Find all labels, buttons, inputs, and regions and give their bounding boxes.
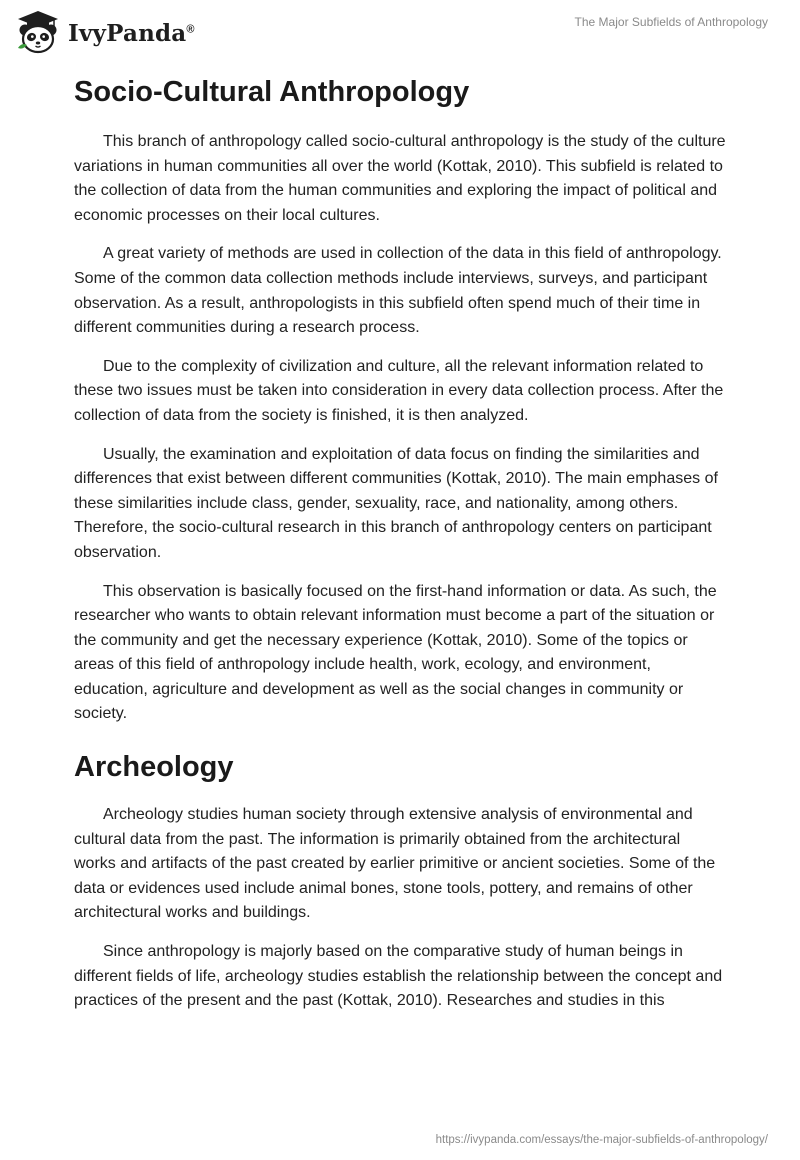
section-heading: Archeology — [74, 751, 234, 784]
logo-wordmark: IvyPanda® — [68, 19, 195, 47]
paragraph: A great variety of methods are used in collection of the data in this field of anthropology. Some of the common data collection methods include interviews, surveys, and participant observation. As a result, anthropologists in this subfield often spend much of their time in different communities during a research process. — [74, 245, 722, 337]
paragraph: This observation is basically focused on the first-hand information or data. As such, the researcher who wants to obtain relevant information must become a part of the situation or the community and get the necessary experience (Kottak, 2010). Some of the topics or areas of this field of anthropology include health, work, ecology, and environment, education, agriculture and development as well as the social changes in community or society. — [74, 582, 717, 723]
paragraph: Due to the complexity of civilization and culture, all the relevant information related to these two issues must be taken into consideration in every data collection process. After the collection of data from the society is finished, it is then analyzed. — [74, 357, 724, 424]
paragraph: Since anthropology is majorly based on the comparative study of human beings in different fields of life, archeology studies establish the relationship between the concept and practices of the present and the past (Kottak, 2010). Researches and studies in this — [74, 943, 723, 1010]
panda-graduate-icon — [14, 8, 62, 56]
section-heading: Socio-Cultural Anthropology — [74, 76, 470, 108]
ivypanda-logo[interactable] — [14, 8, 195, 56]
source-url-link[interactable]: https://ivypanda.com/essays/the-major-subfields-of-anthropology/ — [435, 1134, 768, 1146]
essay-content — [74, 72, 726, 1028]
paragraph: Archeology studies human society through extensive analysis of environmental and cultural data from the past. The information is primarily obtained from the architectural works and artifacts of the past created by earlier primitive or ancient societies. Some of the data or evidences used include animal bones, stone tools, pottery, and remains of other architectural works and buildings. — [74, 806, 716, 922]
paragraph: This branch of anthropology called socio-cultural anthropology is the study of the culture variations in human communities all over the world (Kottak, 2010). This subfield is related to the collection of data from the human communities and exploring the impact of political and economic processes on their local cultures. — [74, 133, 726, 224]
paragraph: Usually, the examination and exploitation of data focus on finding the similarities and differences that exist between different communities (Kottak, 2010). The main emphases of these similarities include class, gender, sexuality, race, and nationality, among others. Therefore, the socio-cultural research in this branch of anthropology centers on participant observation. — [74, 445, 718, 561]
document-title: The Major Subfields of Anthropology — [574, 15, 768, 29]
page-header — [0, 0, 800, 60]
